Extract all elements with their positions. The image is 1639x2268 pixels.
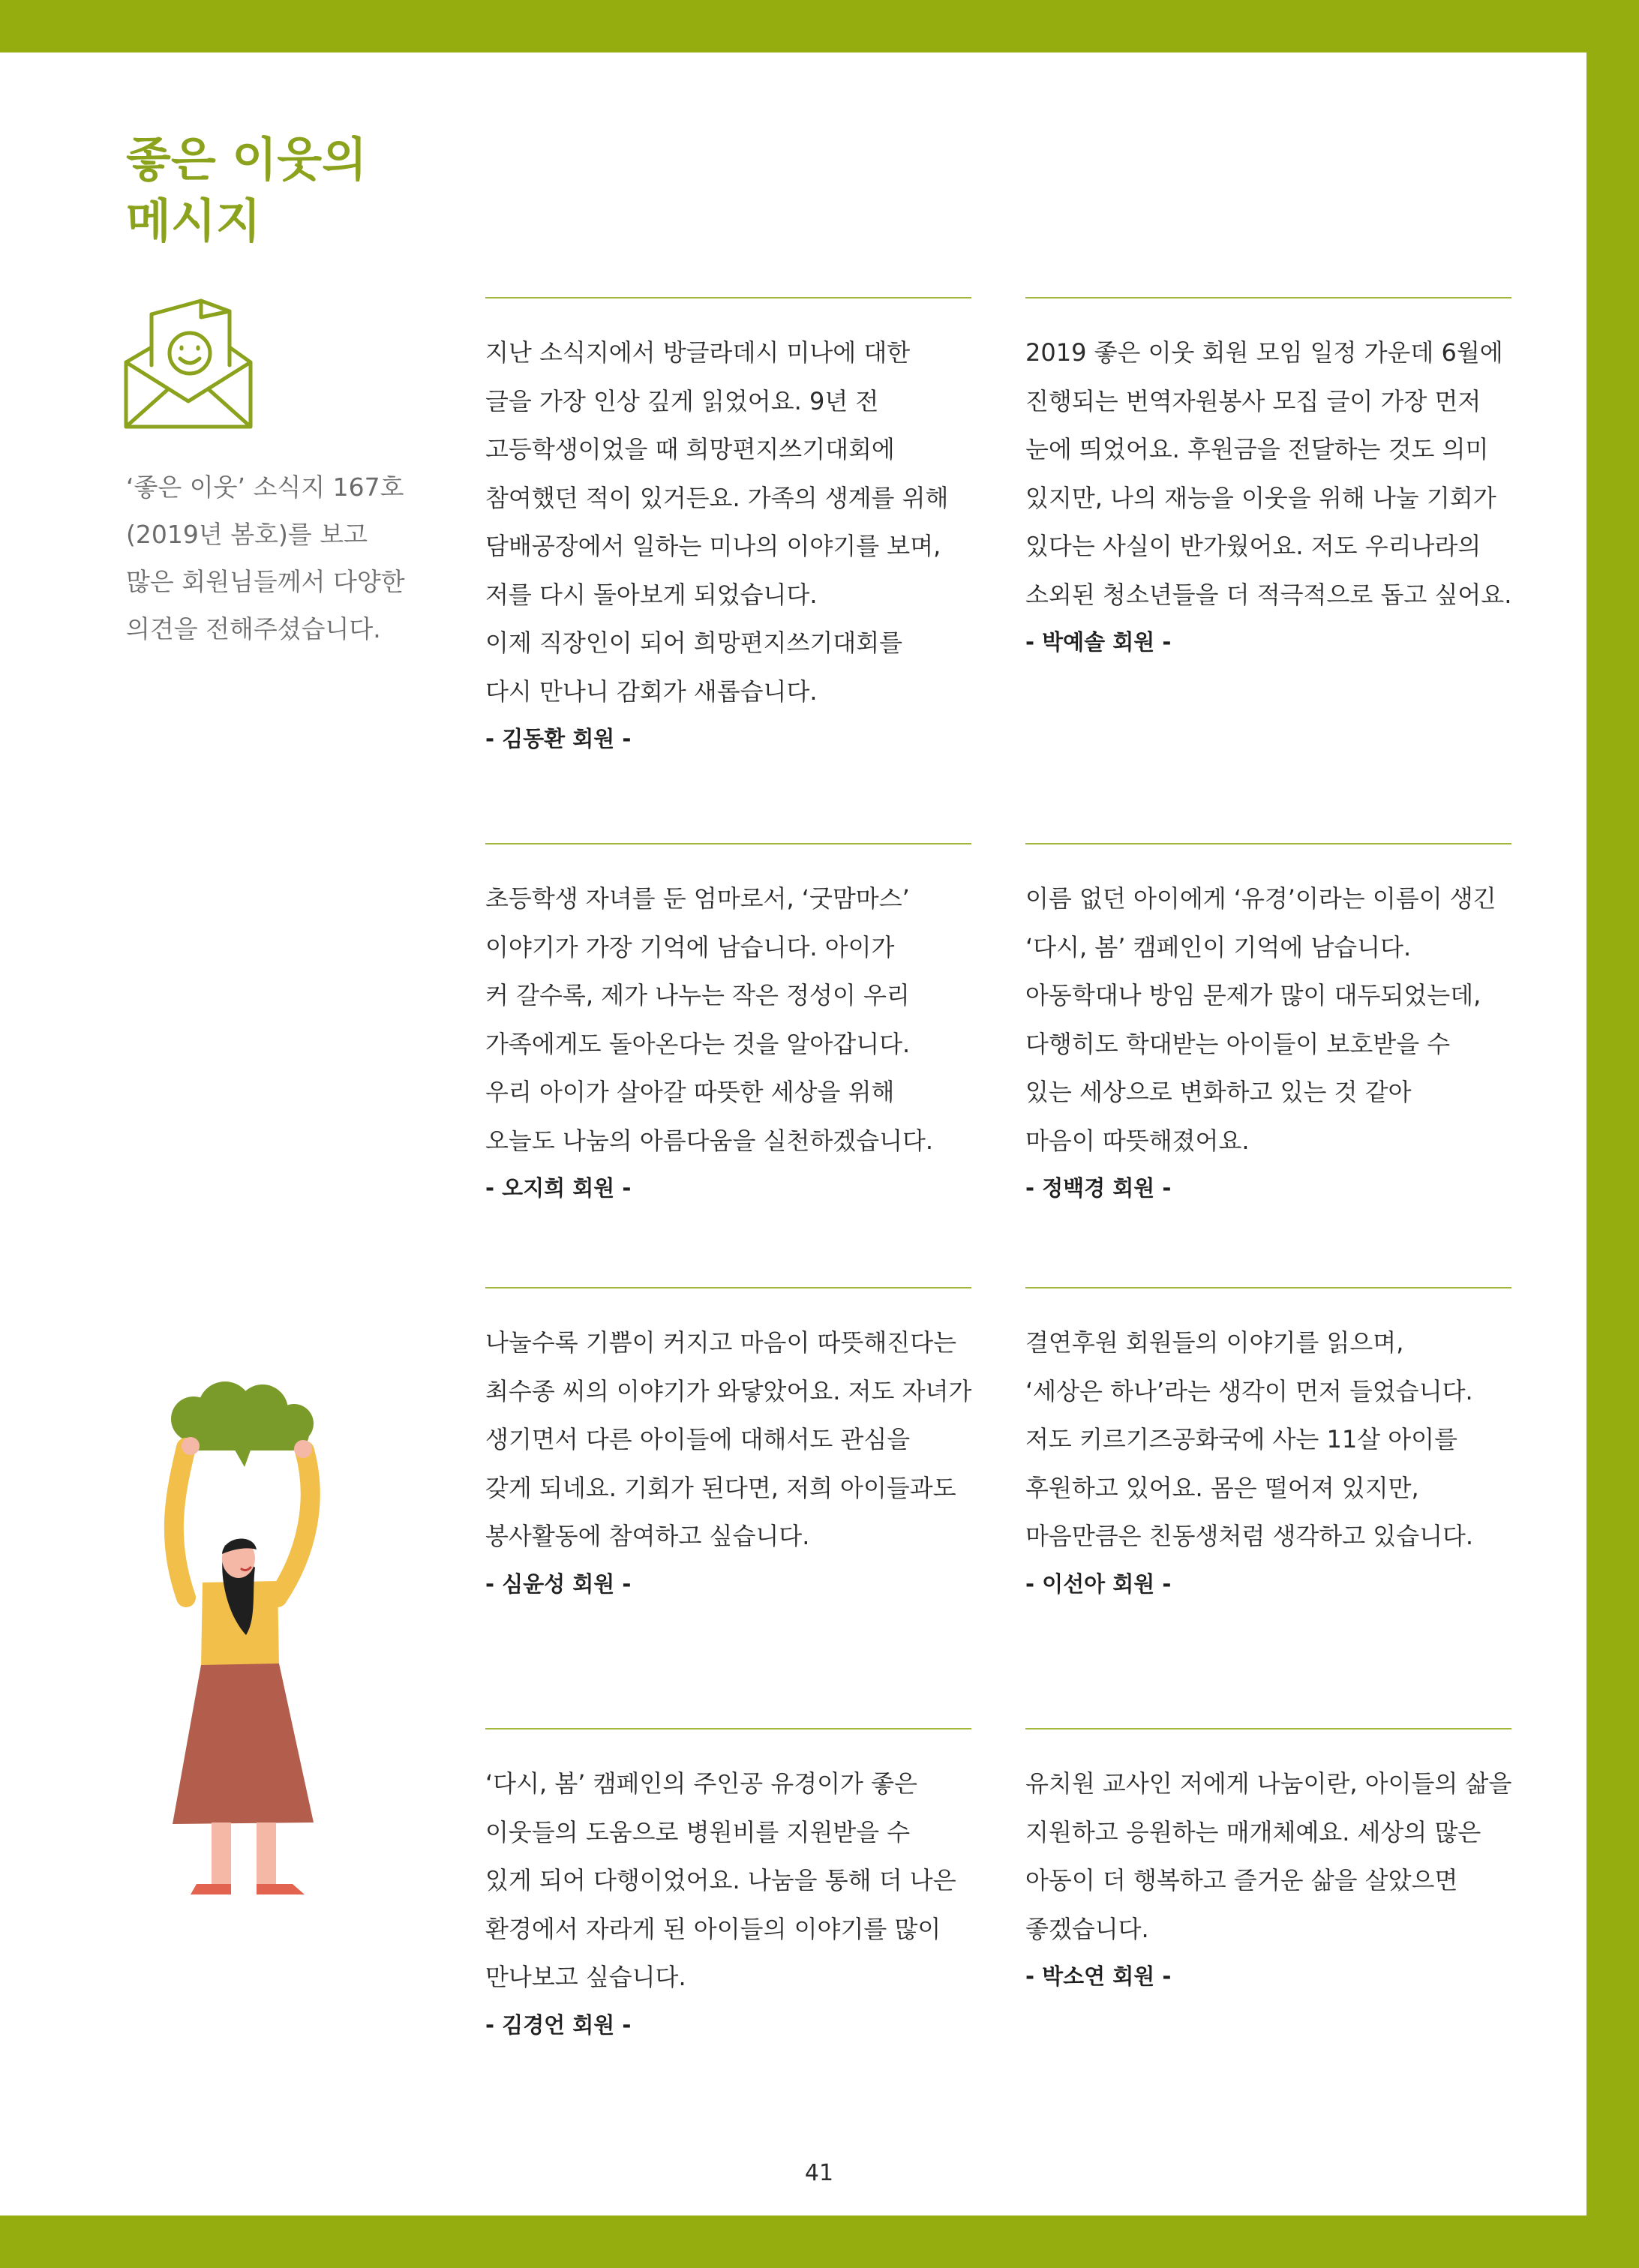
message-line: 다행히도 학대받는 아이들이 보호받을 수 xyxy=(1025,1029,1451,1058)
message-line: 결연후원 회원들의 이야기를 읽으며, xyxy=(1025,1328,1404,1357)
divider-rule xyxy=(485,1287,971,1288)
message-card xyxy=(485,1728,971,2044)
message-line: 이제 직장인이 되어 희망편지쓰기대회를 xyxy=(485,628,903,657)
message-line: 아동이 더 행복하고 즐거운 삶을 살았으면 xyxy=(1025,1866,1458,1894)
page-title xyxy=(126,129,426,252)
message-line: 참여했던 적이 있거든요. 가족의 생계를 위해 xyxy=(485,483,949,512)
message-author: - 김동환 회원 - xyxy=(485,726,632,752)
message-line: 환경에서 자라게 된 아이들의 이야기를 많이 xyxy=(485,1914,941,1943)
divider-rule xyxy=(1025,843,1511,844)
message-line: 다시 만나니 감회가 새롭습니다. xyxy=(485,676,818,706)
message-line: ‘세상은 하나’라는 생각이 먼저 들었습니다. xyxy=(1025,1376,1473,1406)
divider-rule xyxy=(1025,1287,1511,1288)
message-line: 있는 세상으로 변화하고 있는 것 같아 xyxy=(1025,1078,1412,1106)
message-line: 이웃들의 도움으로 병원비를 지원받을 수 xyxy=(485,1817,911,1846)
message-line: 커 갈수록, 제가 나누는 작은 정성이 우리 xyxy=(485,981,910,1010)
message-line: 소외된 청소년들을 더 적극적으로 돕고 싶어요. xyxy=(1025,580,1512,609)
divider-rule xyxy=(485,297,971,298)
message-line: 만나보고 싶습니다. xyxy=(485,1963,686,1991)
divider-rule xyxy=(1025,1728,1511,1730)
message-line: 오늘도 나눔의 아름다움을 실천하겠습니다. xyxy=(485,1126,934,1155)
mail-letter-smile-icon xyxy=(122,295,255,431)
divider-rule xyxy=(485,843,971,844)
message-author: - 박소연 회원 - xyxy=(1025,1964,1172,1989)
message-line: 글을 가장 인상 깊게 읽었어요. 9년 전 xyxy=(485,386,879,416)
message-line: 갖게 되네요. 기회가 된다면, 저희 아이들과도 xyxy=(485,1473,956,1502)
message-line: 담배공장에서 일하는 미나의 이야기를 보며, xyxy=(485,532,941,560)
divider-rule xyxy=(1025,297,1511,298)
message-line: 나눌수록 기쁨이 커지고 마음이 따뜻해진다는 xyxy=(485,1328,957,1357)
message-line: 있지만, 나의 재능을 이웃을 위해 나눌 기회가 xyxy=(1025,483,1496,512)
message-line: 유치원 교사인 저에게 나눔이란, 아이들의 삶을 xyxy=(1025,1769,1512,1798)
message-line: 있게 되어 다행이었어요. 나눔을 통해 더 나은 xyxy=(485,1866,956,1894)
message-card xyxy=(485,297,971,758)
message-card xyxy=(1025,843,1511,1207)
message-body xyxy=(1025,1318,1511,1561)
message-body xyxy=(1025,328,1511,619)
message-line: 고등학생이었을 때 희망편지쓰기대회에 xyxy=(485,435,895,464)
page-title-line: 메시지 xyxy=(126,194,261,248)
message-line: 아동학대나 방임 문제가 많이 대두되었는데, xyxy=(1025,981,1481,1010)
frame-right-bar xyxy=(1586,0,1639,2268)
message-line: 가족에게도 돌아온다는 것을 알아갑니다. xyxy=(485,1029,911,1058)
message-line: 봉사활동에 참여하고 싶습니다. xyxy=(485,1522,810,1550)
intro-line: 많은 회원님들께서 다양한 xyxy=(126,567,405,596)
message-card xyxy=(1025,297,1511,661)
page-title-line: 좋은 이웃의 xyxy=(126,132,368,187)
message-author: - 심윤성 회원 - xyxy=(485,1570,632,1597)
intro-line: (2019년 봄호)를 보고 xyxy=(126,520,368,549)
divider-rule xyxy=(485,1728,971,1730)
message-body xyxy=(485,874,971,1165)
message-line: ‘다시, 봄’ 캠페인이 기억에 남습니다. xyxy=(1025,932,1412,962)
message-line: 진행되는 번역자원봉사 모집 글이 가장 먼저 xyxy=(1025,386,1481,416)
message-line: 생기면서 다른 아이들에 대해서도 관심을 xyxy=(485,1425,911,1454)
message-body xyxy=(1025,874,1511,1165)
frame-bottom-bar xyxy=(0,2216,1639,2268)
message-line: 후원하고 있어요. 몸은 떨어져 있지만, xyxy=(1025,1473,1419,1502)
message-body xyxy=(485,1760,971,2002)
message-line: 우리 아이가 살아갈 따뜻한 세상을 위해 xyxy=(485,1078,895,1106)
message-card xyxy=(1025,1728,1511,1995)
message-line: 눈에 띄었어요. 후원금을 전달하는 것도 의미 xyxy=(1025,435,1489,464)
message-body xyxy=(485,1318,971,1561)
message-line: 저도 키르기즈공화국에 사는 11살 아이를 xyxy=(1025,1425,1457,1454)
message-author: - 박예솔 회원 - xyxy=(1025,629,1172,655)
message-line: 초등학생 자녀를 둔 엄마로서, ‘굿맘마스’ xyxy=(485,884,910,913)
message-author: - 오지희 회원 - xyxy=(485,1175,632,1201)
message-line: 있다는 사실이 반가웠어요. 저도 우리나라의 xyxy=(1025,532,1481,560)
message-line: 저를 다시 돌아보게 되었습니다. xyxy=(485,580,818,609)
message-line: 좋겠습니다. xyxy=(1025,1914,1149,1943)
frame-top-bar xyxy=(0,0,1639,52)
message-author: - 이선아 회원 - xyxy=(1025,1570,1172,1597)
message-line: 지난 소식지에서 방글라데시 미나에 대한 xyxy=(485,338,911,367)
message-line: 이야기가 가장 기억에 남습니다. 아이가 xyxy=(485,932,895,962)
message-author: - 정백경 회원 - xyxy=(1025,1175,1172,1201)
intro-line: 의견을 전해주셨습니다. xyxy=(126,614,381,644)
woman-holding-speech-cloud-illustration xyxy=(158,1380,338,1905)
message-body xyxy=(485,328,971,716)
message-line: 마음이 따뜻해졌어요. xyxy=(1025,1126,1250,1155)
message-line: 2019 좋은 이웃 회원 모임 일정 가운데 6월에 xyxy=(1025,338,1503,367)
message-line: 최수종 씨의 이야기가 와닿았어요. 저도 자녀가 xyxy=(485,1376,972,1406)
intro-line: ‘좋은 이웃’ 소식지 167호 xyxy=(126,472,404,502)
message-card xyxy=(1025,1287,1511,1603)
message-line: 이름 없던 아이에게 ‘유경’이라는 이름이 생긴 xyxy=(1025,884,1496,913)
message-author: - 김경언 회원 - xyxy=(485,2012,632,2038)
message-line: ‘다시, 봄’ 캠페인의 주인공 유경이가 좋은 xyxy=(485,1769,917,1798)
message-card xyxy=(485,843,971,1207)
message-line: 마음만큼은 친동생처럼 생각하고 있습니다. xyxy=(1025,1522,1474,1550)
message-body xyxy=(1025,1760,1511,1953)
message-card xyxy=(485,1287,971,1603)
message-line: 지원하고 응원하는 매개체예요. 세상의 많은 xyxy=(1025,1817,1481,1846)
intro-text xyxy=(126,464,441,652)
